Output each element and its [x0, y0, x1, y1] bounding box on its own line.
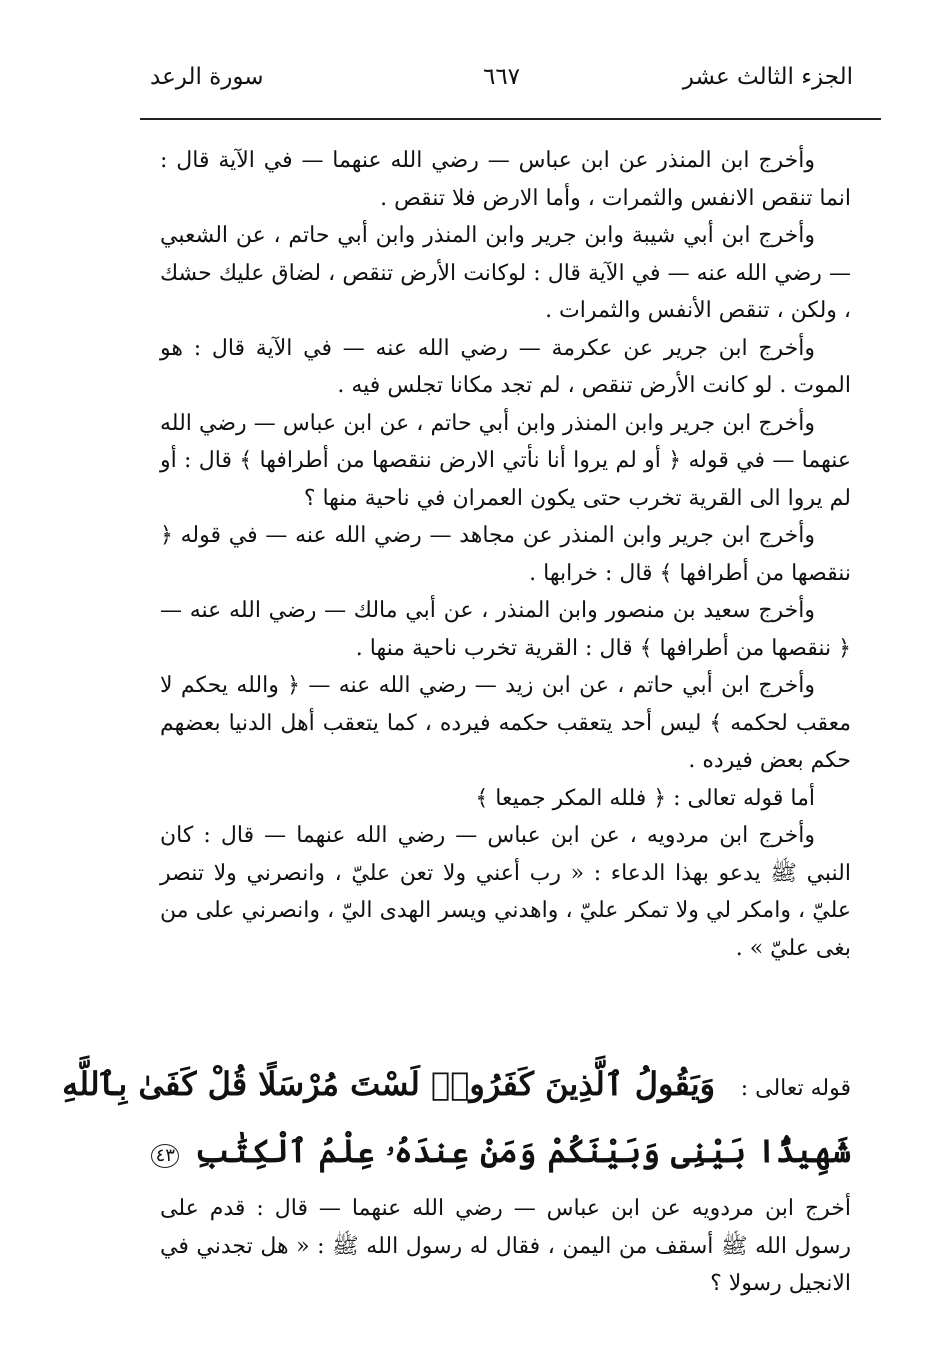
main-text: [160, 142, 851, 967]
page-number: ٦٦٧: [482, 64, 521, 90]
tail-text: [160, 1190, 851, 1303]
paragraph: وأخرج ابن أبي شيبة وابن جرير وابن المنذر وابن أبي حاتم ، عن الشعبي — رضي الله عنه — في الآية قال : لوكانت الأرض تنقص ، لضاق عليك حشك ، ولكن ، تنقص الأنفس والثمرات .: [160, 223, 851, 323]
quran-verse-block: [62, 1052, 851, 1186]
paragraph: وأخرج سعيد بن منصور وابن المنذر ، عن أبي مالك — رضي الله عنه — ﴿ ننقصها من أطرافها ﴾ قال : القرية تخرب ناحية منها .: [160, 598, 851, 661]
paragraph: وأخرج ابن جرير وابن المنذر وابن أبي حاتم ، عن ابن عباس — رضي الله عنهما — في قوله ﴿ أو لم يروا أنا نأتي الارض ننقصها من أطرافها ﴾ قال : أو لم يروا الى القرية تخرب حتى يكون العمران في ناحية منها ؟: [160, 410, 851, 511]
paragraph: أخرج ابن مردويه عن ابن عباس — رضي الله عنهما — قال : قدم على رسول الله ﷺ أسقف من اليمن ، فقال له رسول الله ﷺ : « هل تجدني في الانجيل رسولا ؟: [160, 1196, 851, 1296]
verse-line: [62, 1052, 851, 1116]
verse-intro: قوله تعالى :: [740, 1076, 851, 1101]
page-header: [150, 64, 853, 104]
verse-text: وَيَقُولُ ٱلَّذِينَ كَفَرُوا۟ لَسْتَ مُرْسَلًا قُلْ كَفَىٰ بِٱللَّهِ: [62, 1065, 716, 1103]
part-label: الجزء الثالث عشر: [682, 64, 853, 90]
header-divider: [140, 118, 881, 120]
ayah-number-marker: ٤٣: [151, 1144, 179, 1168]
paragraph: وأخرج ابن جرير وابن المنذر عن مجاهد — رضي الله عنه — في قوله ﴿ ننقصها من أطرافها ﴾ قال : خرابها .: [160, 523, 851, 586]
surah-label: سورة الرعد: [150, 64, 264, 90]
paragraph: وأخرج ابن جرير عن عكرمة — رضي الله عنه — في الآية قال : هو الموت . لو كانت الأرض تنقص ، لم تجد مكانا تجلس فيه .: [160, 335, 851, 398]
paragraph: وأخرج ابن المنذر عن ابن عباس — رضي الله عنهما — في الآية قال : انما تنقص الانفس والثمرات ، وأما الارض فلا تنقص .: [160, 148, 851, 211]
paragraph: وأخرج ابن مردويه ، عن ابن عباس — رضي الله عنهما — قال : كان النبي ﷺ يدعو بهذا الدعاء : « رب أعني ولا تعن عليّ ، وانصرني ولا تنصر عليّ ، وامكر لي ولا تمكر عليّ ، واهدني ويسر الهدى اليّ ، وانصرني على من بغى عليّ » .: [160, 823, 852, 961]
paragraph: أما قوله تعالى : ﴿ فلله المكر جميعا ﴾: [475, 785, 815, 811]
verse-line: [155, 1116, 851, 1186]
paragraph: وأخرج ابن أبي حاتم ، عن ابن زيد — رضي الله عنه — ﴿ والله يحكم لا معقب لحكمه ﴾ ليس أحد يتعقب حكمه فيرده ، كما يتعقب أهل الدنيا بعضهم حكم بعض فيرده .: [160, 673, 851, 773]
verse-text: شَهِيدًۢا بَيْنِى وَبَيْنَكُمْ وَمَنْ عِندَهُۥ عِلْمُ ٱلْكِتَٰبِ: [194, 1132, 851, 1170]
